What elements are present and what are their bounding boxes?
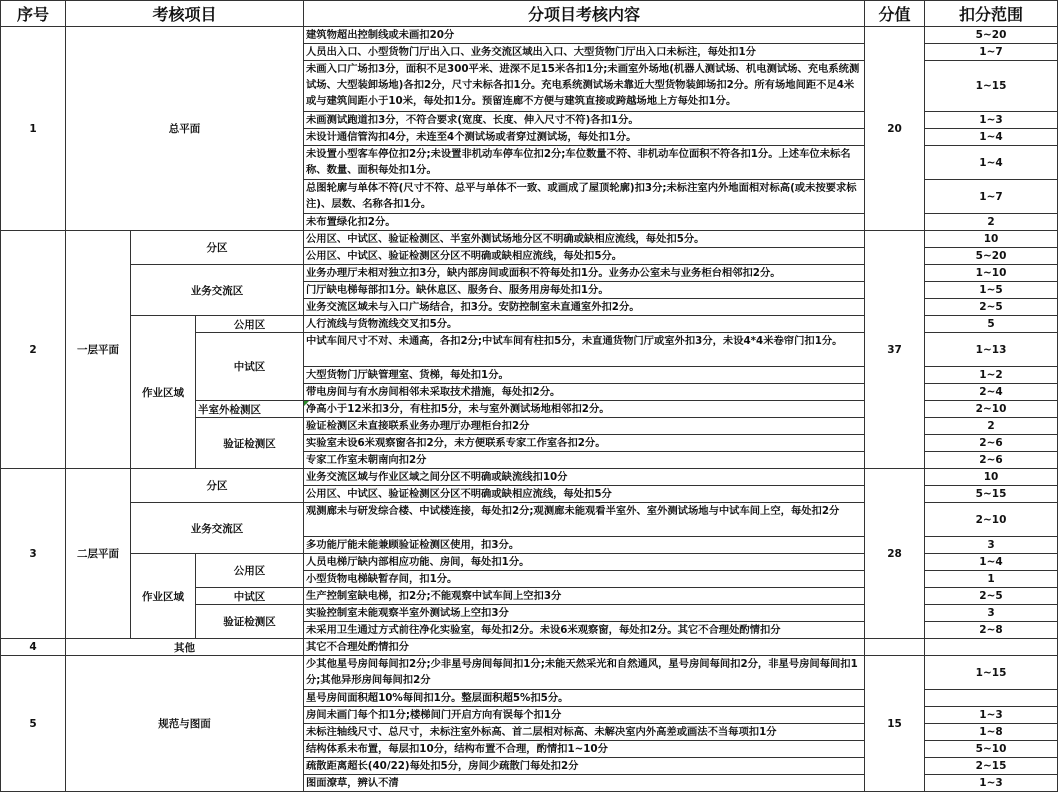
table-row bbox=[1, 656, 1058, 690]
item-range bbox=[925, 639, 1058, 656]
table-row bbox=[1, 639, 1058, 656]
item-range: 5 bbox=[925, 316, 1058, 333]
item-content: 未设计通信管沟扣4分，未连至4个测试场或者穿过测试场，每处扣1分。 bbox=[304, 129, 865, 146]
item-range: 10 bbox=[925, 231, 1058, 248]
item-range: 1~3 bbox=[925, 775, 1058, 792]
item-range: 1~15 bbox=[925, 656, 1058, 690]
item-range: 1~4 bbox=[925, 129, 1058, 146]
item-range bbox=[925, 690, 1058, 707]
section-name: 其他 bbox=[66, 639, 304, 656]
subgroup-public: 公用区 bbox=[196, 316, 304, 333]
item-content: 未采用卫生通过方式前往净化实验室，每处扣2分。未设6米观察窗，每处扣2分。其它不合理处酌情扣分 bbox=[304, 622, 865, 639]
group-partition: 分区 bbox=[131, 469, 304, 503]
item-content: 业务交流区域未与入口广场结合，扣3分。安防控制室未直通室外扣2分。 bbox=[304, 299, 865, 316]
item-content: 小型货物电梯缺暂存间，扣1分。 bbox=[304, 571, 865, 588]
item-range: 2~5 bbox=[925, 299, 1058, 316]
item-content: 观测廊未与研发综合楼、中试楼连接，每处扣2分;观测廊未能观看半室外、室外测试场地与中试车间上空，每处扣2分 bbox=[304, 503, 865, 537]
item-range: 1~3 bbox=[925, 112, 1058, 129]
group-work: 作业区域 bbox=[131, 554, 196, 639]
group-business: 业务交流区 bbox=[131, 265, 304, 316]
item-content: 门厅缺电梯每部扣1分。缺休息区、服务台、服务用房每处扣1分。 bbox=[304, 282, 865, 299]
item-range: 2~5 bbox=[925, 588, 1058, 605]
header-seq: 序号 bbox=[1, 1, 66, 27]
item-content: 实验室未设6米观察窗各扣2分，未方便联系专家工作室各扣2分。 bbox=[304, 435, 865, 452]
subgroup-semi-outdoor: 半室外检测区 bbox=[196, 401, 304, 418]
subgroup-public: 公用区 bbox=[196, 554, 304, 588]
item-content: 人行流线与货物流线交叉扣5分。 bbox=[304, 316, 865, 333]
item-range: 1~3 bbox=[925, 707, 1058, 724]
item-range: 1~8 bbox=[925, 724, 1058, 741]
header-content: 分项目考核内容 bbox=[304, 1, 865, 27]
section-score: 28 bbox=[865, 469, 925, 639]
item-content: 公用区、中试区、验证检测区、半室外测试场地分区不明确或缺相应流线，每处扣5分。 bbox=[304, 231, 865, 248]
section-score: 37 bbox=[865, 231, 925, 469]
item-range: 1~4 bbox=[925, 554, 1058, 571]
section-seq: 3 bbox=[1, 469, 66, 639]
item-content: 少其他星号房间每间扣2分;少非星号房间每间扣1分;未能天然采光和自然通风，星号房间每间扣2分，非星号房间每间扣1分;其他异形房间每间扣2分 bbox=[304, 656, 865, 690]
subgroup-verify: 验证检测区 bbox=[196, 418, 304, 469]
item-content: 未画入口广场扣3分，面积不足300平米、进深不足15米各扣1分;未画室外场地(机器人测试场、机电测试场、充电系统测试场、大型装卸场地)各扣2分，尺寸未标各扣1分。充电系统测试场未靠近大型货物装卸场扣2分。所有场地间距不足4米或与建筑间距小于10米，每处扣1分。预留连廊不方便与建筑直接或跨越场地上方每处扣1分。 bbox=[304, 61, 865, 112]
subgroup-pilot: 中试区 bbox=[196, 333, 304, 401]
item-range: 5~20 bbox=[925, 27, 1058, 44]
item-content: 人员电梯厅缺内部相应功能、房间，每处扣1分。 bbox=[304, 554, 865, 571]
item-content: 大型货物门厅缺管理室、货梯，每处扣1分。 bbox=[304, 367, 865, 384]
section-seq: 5 bbox=[1, 656, 66, 792]
header-range: 扣分范围 bbox=[925, 1, 1058, 27]
group-work: 作业区域 bbox=[131, 316, 196, 469]
header-row bbox=[1, 1, 1058, 27]
header-score: 分值 bbox=[865, 1, 925, 27]
item-range: 1 bbox=[925, 571, 1058, 588]
table-row bbox=[1, 231, 1058, 248]
table-row bbox=[1, 469, 1058, 486]
item-content: 未标注轴线尺寸、总尺寸，未标注室外标高、首二层相对标高、未解决室内外高差或画法不当每项扣1分 bbox=[304, 724, 865, 741]
item-range: 1~7 bbox=[925, 44, 1058, 61]
item-content: 星号房间面积超10%每间扣1分。整层面积超5%扣5分。 bbox=[304, 690, 865, 707]
item-content: 疏散距离超长(40/22)每处扣5分，房间少疏散门每处扣2分 bbox=[304, 758, 865, 775]
item-content: 验证检测区未直接联系业务办理厅办理柜台扣2分 bbox=[304, 418, 865, 435]
item-content: 专家工作室未朝南向扣2分 bbox=[304, 452, 865, 469]
item-range: 1~15 bbox=[925, 61, 1058, 112]
item-range: 5~20 bbox=[925, 248, 1058, 265]
item-content: 未画测试跑道扣3分，不符合要求(宽度、长度、伸入尺寸不符)各扣1分。 bbox=[304, 112, 865, 129]
header-item: 考核项目 bbox=[66, 1, 304, 27]
section-seq: 1 bbox=[1, 27, 66, 231]
item-content: 业务交流区域与作业区域之间分区不明确或缺流线扣10分 bbox=[304, 469, 865, 486]
item-range: 1~4 bbox=[925, 146, 1058, 180]
item-range: 2~15 bbox=[925, 758, 1058, 775]
item-range: 2 bbox=[925, 214, 1058, 231]
item-range: 1~5 bbox=[925, 282, 1058, 299]
item-content: 人员出入口、小型货物门厅出入口、业务交流区域出入口、大型货物门厅出入口未标注，每处扣1分 bbox=[304, 44, 865, 61]
item-content: 未布置绿化扣2分。 bbox=[304, 214, 865, 231]
item-range: 1~2 bbox=[925, 367, 1058, 384]
section-score: 15 bbox=[865, 656, 925, 792]
item-content: 带电房间与有水房间相邻未采取技术措施，每处扣2分。 bbox=[304, 384, 865, 401]
item-range: 2~4 bbox=[925, 384, 1058, 401]
section-score: 20 bbox=[865, 27, 925, 231]
section-score bbox=[865, 639, 925, 656]
item-content: 净高小于12米扣3分，有柱扣5分，未与室外测试场地相邻扣2分。 bbox=[304, 401, 865, 418]
section-seq: 2 bbox=[1, 231, 66, 469]
item-content: 公用区、中试区、验证检测区分区不明确或缺相应流线，每处扣5分 bbox=[304, 486, 865, 503]
section-name: 总平面 bbox=[66, 27, 304, 231]
item-range: 2~10 bbox=[925, 401, 1058, 418]
section-name: 规范与图面 bbox=[66, 656, 304, 792]
subgroup-verify: 验证检测区 bbox=[196, 605, 304, 639]
section-name: 一层平面 bbox=[66, 231, 131, 469]
item-range: 2~6 bbox=[925, 452, 1058, 469]
item-range: 5~15 bbox=[925, 486, 1058, 503]
item-range: 5~10 bbox=[925, 741, 1058, 758]
item-content: 其它不合理处酌情扣分 bbox=[304, 639, 865, 656]
item-range: 1~13 bbox=[925, 333, 1058, 367]
item-content: 多功能厅能未能兼顾验证检测区使用，扣3分。 bbox=[304, 537, 865, 554]
subgroup-pilot: 中试区 bbox=[196, 588, 304, 605]
item-range: 2~8 bbox=[925, 622, 1058, 639]
item-range: 2 bbox=[925, 418, 1058, 435]
section-seq: 4 bbox=[1, 639, 66, 656]
table-row bbox=[1, 27, 1058, 44]
item-range: 2~6 bbox=[925, 435, 1058, 452]
item-content: 总图轮廓与单体不符(尺寸不符、总平与单体不一致、或画成了屋顶轮廓)扣3分;未标注室内外地面相对标高(或未按要求标注)、层数、名称各扣1分。 bbox=[304, 180, 865, 214]
item-content: 房间未画门每个扣1分;楼梯间门开启方向有误每个扣1分 bbox=[304, 707, 865, 724]
item-content: 图面潦草，辨认不清 bbox=[304, 775, 865, 792]
item-content: 业务办理厅未相对独立扣3分，缺内部房间或面积不符每处扣1分。业务办公室未与业务柜台相邻扣2分。 bbox=[304, 265, 865, 282]
item-content: 生产控制室缺电梯，扣2分;不能观察中试车间上空扣3分 bbox=[304, 588, 865, 605]
item-range: 3 bbox=[925, 537, 1058, 554]
group-business: 业务交流区 bbox=[131, 503, 304, 554]
section-name: 二层平面 bbox=[66, 469, 131, 639]
item-range: 3 bbox=[925, 605, 1058, 622]
item-content: 结构体系未布置，每层扣10分，结构布置不合理，酌情扣1~10分 bbox=[304, 741, 865, 758]
item-range: 10 bbox=[925, 469, 1058, 486]
item-range: 1~7 bbox=[925, 180, 1058, 214]
item-range: 1~10 bbox=[925, 265, 1058, 282]
item-content: 实验控制室未能观察半室外测试场上空扣3分 bbox=[304, 605, 865, 622]
item-content: 建筑物超出控制线或未画扣20分 bbox=[304, 27, 865, 44]
item-content: 中试车间尺寸不对、未通高，各扣2分;中试车间有柱扣5分，未直通货物门厅或室外扣3分，未设4*4米卷帘门扣1分。 bbox=[304, 333, 865, 367]
item-content: 未设置小型客车停位扣2分;未设置非机动车停车位扣2分;车位数量不符、非机动车位面积不符各扣1分。上述车位未标名称、数量、面积每处扣1分。 bbox=[304, 146, 865, 180]
item-content: 公用区、中试区、验证检测区分区不明确或缺相应流线，每处扣5分。 bbox=[304, 248, 865, 265]
item-range: 2~10 bbox=[925, 503, 1058, 537]
group-partition: 分区 bbox=[131, 231, 304, 265]
